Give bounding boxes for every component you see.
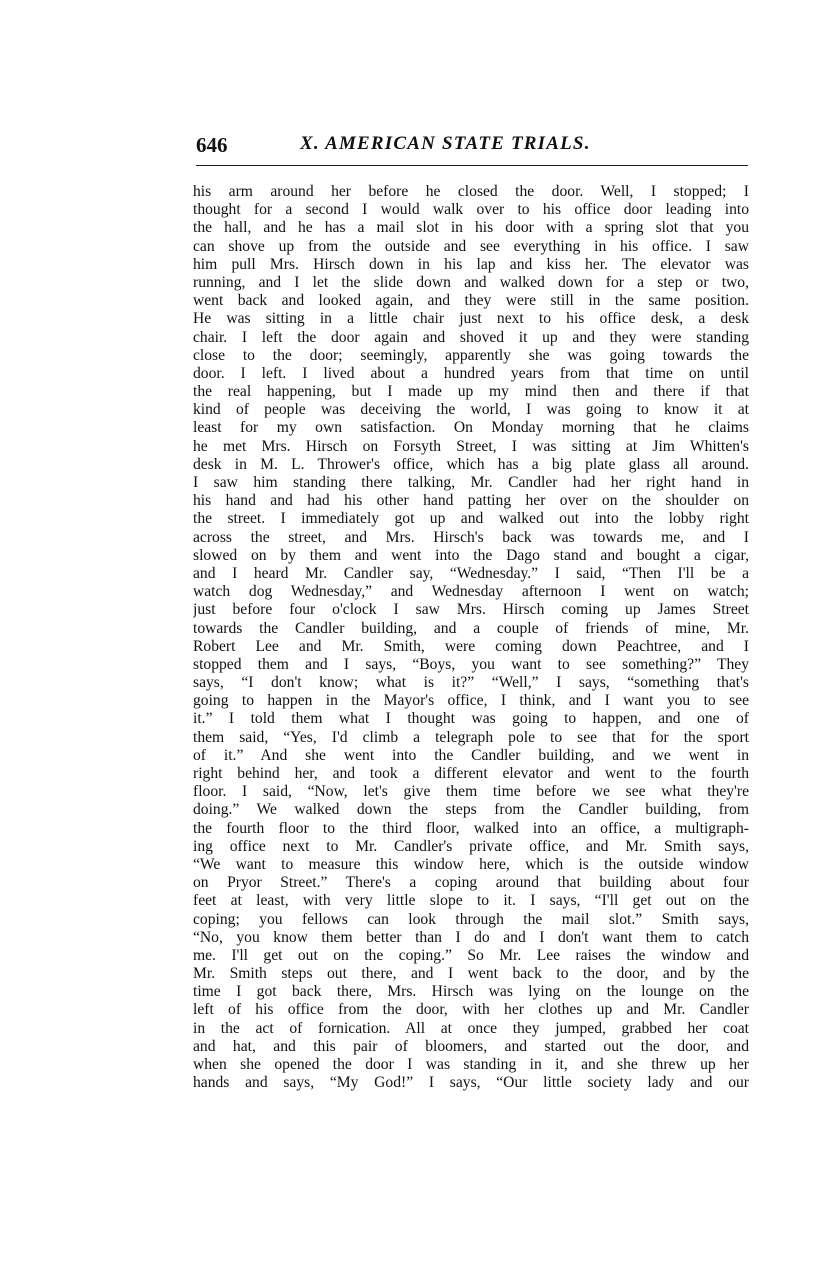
text-line: on Pryor Street.” There's a coping around that building about four xyxy=(193,874,749,892)
text-line: me. I'll get out on the coping.” So Mr. Lee raises the window and xyxy=(193,946,749,964)
text-line: across the street, and Mrs. Hirsch's back was towards me, and I xyxy=(193,528,749,546)
text-line: He was sitting in a little chair just next to his office desk, a desk xyxy=(193,310,749,328)
text-line: door. I left. I lived about a hundred years from that time on until xyxy=(193,364,749,382)
header-rule xyxy=(196,165,748,166)
text-line: doing.” We walked down the steps from the Candler building, from xyxy=(193,801,749,819)
text-line: hands and says, “My God!” I says, “Our little society lady and our xyxy=(193,1074,749,1092)
text-line: coping; you fellows can look through the mail slot.” Smith says, xyxy=(193,910,749,928)
text-line: watch dog Wednesday,” and Wednesday afternoon I went on watch; xyxy=(193,583,749,601)
text-line: feet at least, with very little slope to it. I says, “I'll get out on the xyxy=(193,892,749,910)
text-line: he met Mrs. Hirsch on Forsyth Street, I was sitting at Jim Whitten's xyxy=(193,437,749,455)
text-line: chair. I left the door again and shoved it up and they were standing xyxy=(193,328,749,346)
body-text xyxy=(193,183,749,1092)
page-header xyxy=(196,133,748,163)
text-line: least for my own satisfaction. On Monday morning that he claims xyxy=(193,419,749,437)
text-line: his arm around her before he closed the door. Well, I stopped; I xyxy=(193,183,749,200)
text-line: close to the door; seemingly, apparently she was going towards the xyxy=(193,346,749,364)
text-line: the real happening, but I made up my mind then and there if that xyxy=(193,383,749,401)
text-line: Mr. Smith steps out there, and I went back to the door, and by the xyxy=(193,965,749,983)
text-line: desk in M. L. Thrower's office, which has a big plate glass all around. xyxy=(193,455,749,473)
text-line: his hand and had his other hand patting her over on the shoulder on xyxy=(193,492,749,510)
text-line: thought for a second I would walk over to his office door leading into xyxy=(193,201,749,219)
running-title: X. AMERICAN STATE TRIALS. xyxy=(300,133,591,154)
text-line: Robert Lee and Mr. Smith, were coming down Peachtree, and I xyxy=(193,637,749,655)
text-line: them said, “Yes, I'd climb a telegraph pole to see that for the sport xyxy=(193,728,749,746)
text-line: it.” I told them what I thought was going to happen, and one of xyxy=(193,710,749,728)
text-line: “No, you know them better than I do and I don't want them to catch xyxy=(193,928,749,946)
text-line: “We want to measure this window here, which is the outside window xyxy=(193,855,749,873)
text-line: in the act of fornication. All at once they jumped, grabbed her coat xyxy=(193,1019,749,1037)
text-line: the street. I immediately got up and walked out into the lobby right xyxy=(193,510,749,528)
text-line: says, “I don't know; what is it?” “Well,” I says, “something that's xyxy=(193,674,749,692)
text-line: just before four o'clock I saw Mrs. Hirsch coming up James Street xyxy=(193,601,749,619)
text-line: running, and I let the slide down and walked down for a step or two, xyxy=(193,273,749,291)
text-line: right behind her, and took a different elevator and went to the fourth xyxy=(193,765,749,782)
text-line: floor. I said, “Now, let's give them time before we see what they're xyxy=(193,783,749,801)
text-line: and hat, and this pair of bloomers, and started out the door, and xyxy=(193,1037,749,1055)
text-line: the hall, and he has a mail slot in his door with a spring slot that you xyxy=(193,219,749,237)
text-line: went back and looked again, and they were still in the same position. xyxy=(193,292,749,310)
text-line: slowed on by them and went into the Dago stand and bought a cigar, xyxy=(193,546,749,564)
text-line: going to happen in the Mayor's office, I think, and I want you to see xyxy=(193,692,749,710)
text-line: of it.” And she went into the Candler building, and we went in xyxy=(193,746,749,764)
text-line: towards the Candler building, and a couple of friends of mine, Mr. xyxy=(193,619,749,637)
text-line: him pull Mrs. Hirsch down in his lap and kiss her. The elevator was xyxy=(193,255,749,273)
page-number: 646 xyxy=(196,133,228,157)
text-line: can shove up from the outside and see everything in his office. I saw xyxy=(193,237,749,255)
text-line: left of his office from the door, with her clothes up and Mr. Candler xyxy=(193,1001,749,1019)
text-line: the fourth floor to the third floor, walked into an office, a multigraph- xyxy=(193,819,749,837)
text-line: and I heard Mr. Candler say, “Wednesday.” I said, “Then I'll be a xyxy=(193,564,749,582)
text-line: kind of people was deceiving the world, I was going to know it at xyxy=(193,401,749,419)
text-line: time I got back there, Mrs. Hirsch was lying on the lounge on the xyxy=(193,983,749,1001)
text-line: I saw him standing there talking, Mr. Candler had her right hand in xyxy=(193,474,749,491)
text-line: when she opened the door I was standing in it, and she threw up her xyxy=(193,1056,749,1073)
text-line: ing office next to Mr. Candler's private office, and Mr. Smith says, xyxy=(193,837,749,855)
text-line: stopped them and I says, “Boys, you want to see something?” They xyxy=(193,655,749,673)
